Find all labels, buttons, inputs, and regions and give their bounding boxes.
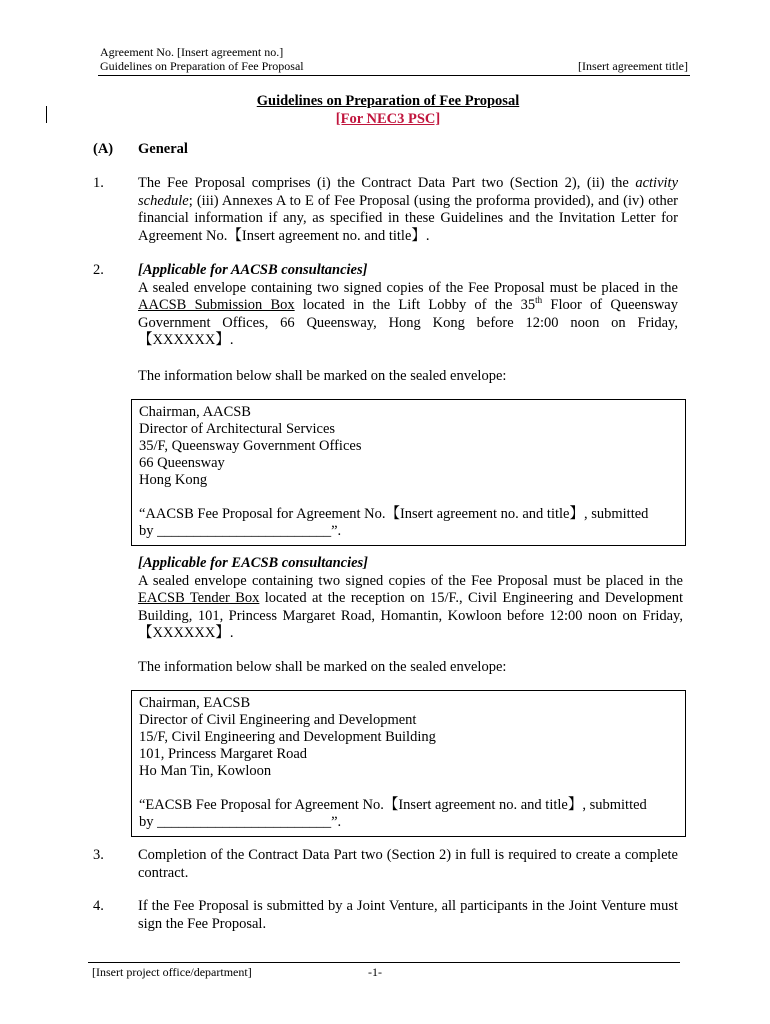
envelope-marking-signature: by ________________________”. bbox=[139, 814, 342, 830]
address-line: Director of Architectural Services bbox=[139, 421, 336, 437]
eacsb-block bbox=[138, 555, 683, 643]
aacsb-address-box bbox=[131, 399, 686, 546]
envelope-marking: “EACSB Fee Proposal for Agreement No.【Insert agreement no. and title】, submitted bbox=[139, 797, 647, 813]
paragraph-number: 4. bbox=[93, 898, 104, 914]
paragraph-number: 3. bbox=[93, 847, 104, 863]
paragraph-number: 1. bbox=[93, 175, 104, 191]
address-line: 35/F, Queensway Government Offices bbox=[139, 438, 362, 454]
eacsb-instructions: A sealed envelope containing two signed copies of the Fee Proposal must be placed in the EACSB Tender Box located at the reception on 15/F., Civil Engineering and Development Building, 101, Princess Margaret Road, Homantin, Kowloon before 12:00 noon on Friday,【XXXXXX】. bbox=[138, 572, 683, 641]
paragraph-2 bbox=[93, 262, 678, 350]
page-number: -1- bbox=[368, 965, 382, 979]
eacsb-tender-box-term: EACSB Tender Box bbox=[138, 590, 260, 606]
address-line: 15/F, Civil Engineering and Development Building bbox=[139, 729, 436, 745]
paragraph-3 bbox=[93, 847, 678, 882]
address-line: Hong Kong bbox=[139, 472, 208, 488]
document-subtitle: [For NEC3 PSC] bbox=[335, 111, 441, 127]
envelope-marking: “AACSB Fee Proposal for Agreement No.【Insert agreement no. and title】, submitted bbox=[139, 506, 649, 522]
address-line: Ho Man Tin, Kowloon bbox=[139, 763, 272, 779]
paragraph-4 bbox=[93, 898, 678, 933]
address-line: Chairman, AACSB bbox=[139, 404, 251, 420]
document-title-block bbox=[98, 92, 678, 128]
aacsb-submission-box-term: AACSB Submission Box bbox=[138, 297, 295, 313]
address-line: Director of Civil Engineering and Development bbox=[139, 712, 417, 728]
activity-schedule-term: activity schedule bbox=[138, 175, 678, 209]
section-title: General bbox=[138, 141, 188, 157]
section-heading bbox=[93, 141, 188, 158]
footer-office: [Insert project office/department] bbox=[92, 965, 252, 979]
document-title: Guidelines on Preparation of Fee Proposal bbox=[256, 93, 520, 109]
header-divider bbox=[98, 75, 690, 76]
eacsb-info-line: The information below shall be marked on the sealed envelope: bbox=[138, 659, 507, 675]
aacsb-instructions: A sealed envelope containing two signed copies of the Fee Proposal must be placed in the AACSB Submission Box located in the Lift Lobby of the 35th Floor of Queensway Government Offices, 66 Queensway, Hong Kong before 12:00 noon on Friday,【XXXXXX】. bbox=[138, 279, 678, 348]
paragraph-1 bbox=[93, 175, 678, 245]
paragraph-text: If the Fee Proposal is submitted by a Joint Venture, all participants in the Joint Venture must sign the Fee Proposal. bbox=[138, 898, 678, 932]
header-guidelines-line: Guidelines on Preparation of Fee Proposal bbox=[100, 59, 304, 73]
address-line: 66 Queensway bbox=[139, 455, 225, 471]
envelope-marking-signature: by ________________________”. bbox=[139, 523, 342, 539]
header-agreement-title: [Insert agreement title] bbox=[578, 59, 688, 73]
text-cursor-mark bbox=[46, 106, 47, 123]
header-agreement-no: Agreement No. [Insert agreement no.] bbox=[100, 45, 284, 59]
paragraph-text: Completion of the Contract Data Part two (Section 2) in full is required to create a complete contract. bbox=[138, 847, 678, 881]
aacsb-info-line: The information below shall be marked on the sealed envelope: bbox=[138, 368, 507, 384]
running-header bbox=[100, 45, 688, 73]
aacsb-heading: [Applicable for AACSB consultancies] bbox=[138, 262, 368, 278]
eacsb-heading: [Applicable for EACSB consultancies] bbox=[138, 555, 369, 571]
footer-divider bbox=[88, 962, 680, 963]
section-label: (A) bbox=[93, 141, 114, 157]
address-line: Chairman, EACSB bbox=[139, 695, 251, 711]
eacsb-address-box bbox=[131, 690, 686, 837]
address-line: 101, Princess Margaret Road bbox=[139, 746, 308, 762]
paragraph-number: 2. bbox=[93, 262, 104, 278]
paragraph-text: The Fee Proposal comprises (i) the Contract Data Part two (Section 2), (ii) the activity schedule; (iii) Annexes A to E of Fee Proposal (using the proforma provided), and (iv) other financial information if any, as specified in these Guidelines and the Invitation Letter for Agreement No.【Insert agreement no. and title】. bbox=[138, 175, 678, 244]
